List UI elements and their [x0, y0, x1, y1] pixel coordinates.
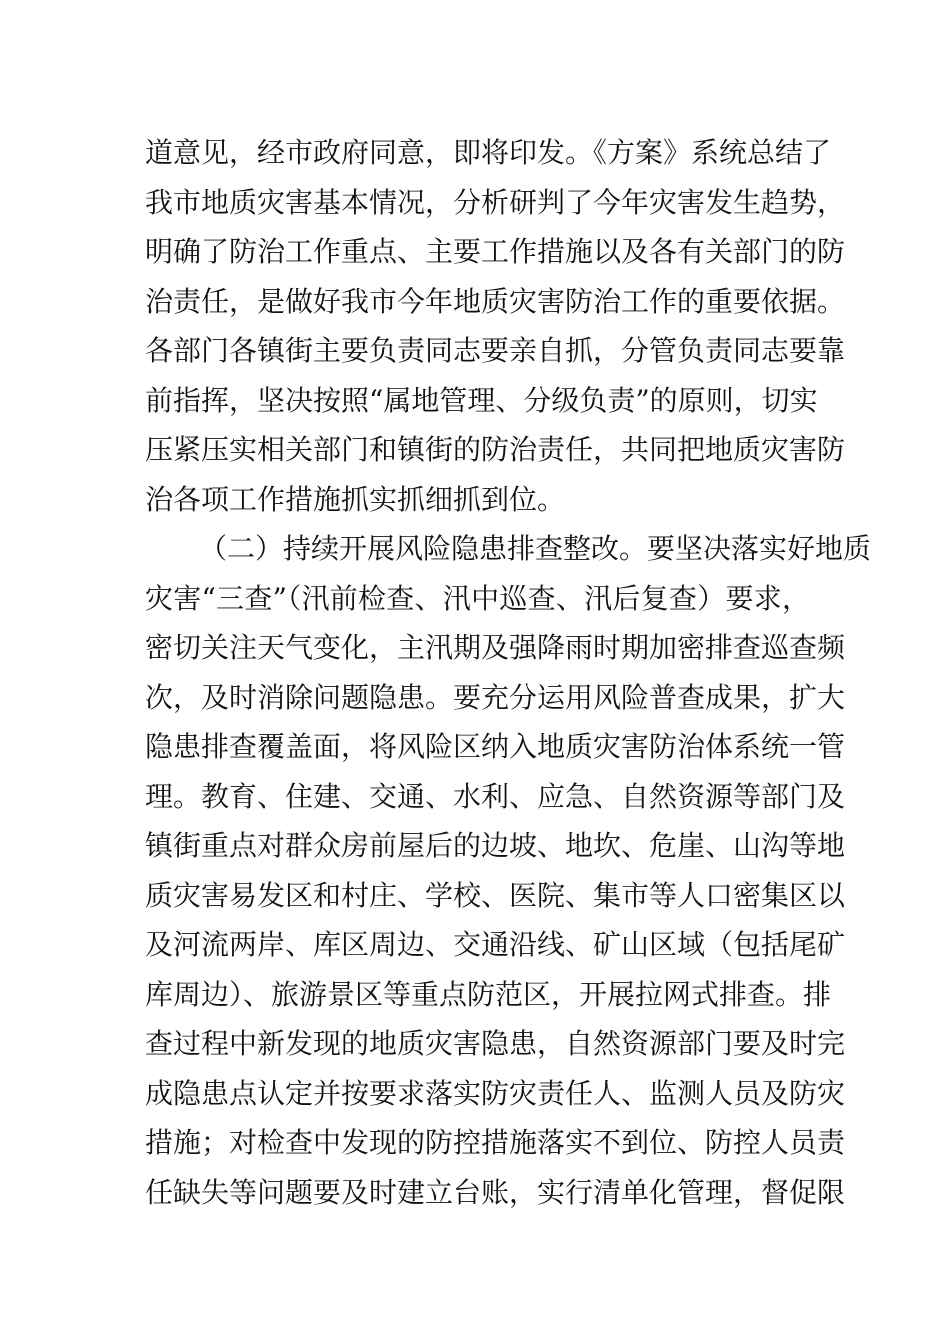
text-line: 各部门各镇街主要负责同志要亲自抓，分管负责同志要靠: [145, 334, 846, 367]
text-line: 次，及时消除问题隐患。要充分运用风险普查成果，扩大: [145, 680, 846, 714]
text-line: 理。教育、住建、交通、水利、应急、自然资源等部门及: [145, 779, 846, 813]
text-line: 镇街重点对群众房前屋后的边坡、地坎、危崖、山沟等地: [145, 829, 846, 862]
text-line: 隐患排查覆盖面，将风险区纳入地质灾害防治体系统一管: [145, 730, 846, 763]
text-line: 前指挥，坚决按照“属地管理、分级负责”的原则，切实: [145, 383, 818, 417]
text-line: 明确了防治工作重点、主要工作措施以及各有关部门的防: [145, 235, 846, 268]
body-text: [145, 128, 872, 1217]
text-line: 及河流两岸、库区周边、交通沿线、矿山区域（包括尾矿: [145, 928, 846, 961]
text-line: 质灾害易发区和村庄、学校、医院、集市等人口密集区以: [145, 878, 846, 912]
text-line: 任缺失等问题要及时建立台账，实行清单化管理，督促限: [145, 1175, 846, 1209]
text-line: 道意见，经市政府同意，即将印发。《方案》系统总结了: [145, 136, 832, 169]
text-line: 压紧压实相关部门和镇街的防治责任，共同把地质灾害防: [145, 433, 846, 466]
text-line: 措施；对检查中发现的防控措施落实不到位、防控人员责: [145, 1126, 846, 1159]
section-heading-line: （二）持续开展风险隐患排查整改。要坚决落实好地质: [199, 532, 872, 565]
text-line: 查过程中新发现的地质灾害隐患，自然资源部门要及时完: [145, 1027, 846, 1060]
text-line: 灾害“三查”（汛前检查、汛中巡查、汛后复查）要求，: [145, 581, 810, 615]
text-line: 成隐患点认定并按要求落实防灾责任人、监测人员及防灾: [145, 1076, 846, 1110]
text-line: 治各项工作措施抓实抓细抓到位。: [145, 482, 566, 516]
text-line: 库周边）、旅游景区等重点防范区，开展拉网式排查。排: [145, 977, 832, 1011]
text-line: 治责任，是做好我市今年地质灾害防治工作的重要依据。: [145, 284, 846, 318]
text-line: 我市地质灾害基本情况，分析研判了今年灾害发生趋势，: [145, 185, 846, 219]
text-line: 密切关注天气变化，主汛期及强降雨时期加密排查巡查频: [145, 631, 846, 664]
